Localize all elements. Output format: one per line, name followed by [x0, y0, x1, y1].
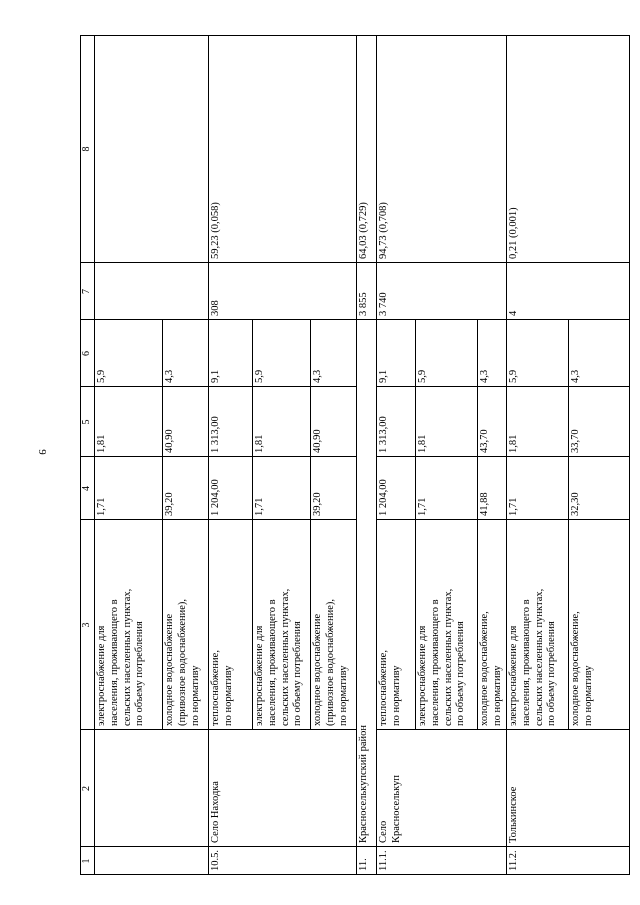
cell-r5-c3-line: по нормативу [337, 665, 349, 726]
cell-r4-c3-line: по объему потребления [292, 621, 304, 726]
cell-r6-c8: 64,03 (0,729) [358, 202, 369, 259]
cell-r6-c7: 3 855 [358, 292, 369, 316]
cell-r1-c3 [96, 522, 147, 726]
cell-r2-c3 [164, 522, 202, 726]
cell-r3-c3-line: по нормативу [222, 665, 234, 726]
cell-r4-c6: 5,9 [254, 369, 265, 383]
header-cell: 3 [81, 622, 92, 628]
cell-r1-c3-line: населения, проживающего в [108, 599, 120, 726]
cell-r10-c3-line: электроснабжение для [508, 625, 519, 726]
cell-r2-c6: 4,3 [164, 369, 175, 383]
cell-r7-c6: 9,1 [378, 369, 389, 383]
cell-r1-c3-line: электроснабжение для [96, 625, 107, 726]
cell-r10-c3-line: населения, проживающего в [520, 599, 532, 726]
cell-r4-c3-line: сельских населенных пунктах, [279, 588, 291, 726]
cell-r11-c3-line: по нормативу [582, 665, 594, 726]
cell-r2-c3-line: по нормативу [189, 665, 201, 726]
cell-r10-c4: 1,71 [508, 497, 519, 516]
cell-r5-c4: 39,20 [312, 492, 323, 516]
header-cell: 2 [81, 786, 92, 791]
cell-r8-c3-line: населения, проживающего в [429, 599, 441, 726]
cell-r9-c3-line: по нормативу [491, 665, 503, 726]
table-rule [415, 320, 416, 730]
cell-r9-c3-line: холодное водоснабжение, [479, 611, 490, 726]
cell-r8-c3-line: электроснабжение для [417, 625, 428, 726]
cell-r1-c6: 5,9 [96, 369, 107, 383]
cell-r2-c4: 39,20 [164, 492, 175, 516]
page-number: 9 [36, 449, 48, 455]
cell-r8-c5: 1,81 [417, 434, 428, 453]
cell-r8-c4: 1,71 [417, 497, 428, 516]
cell-r4-c3 [254, 522, 305, 726]
cell-r5-c6: 4,3 [312, 369, 323, 383]
cell-r9-c5: 43,70 [479, 429, 490, 453]
cell-r1-c4: 1,71 [96, 497, 107, 516]
cell-r7-c3-line: по нормативу [390, 665, 402, 726]
table-rule [208, 35, 209, 875]
cell-r5-c3-line: холодное водоснабжение [312, 613, 323, 726]
cell-r8-c3-line: сельских населенных пунктах, [442, 588, 454, 726]
cell-r3-c6: 9,1 [210, 369, 221, 383]
cell-r7-c2-line: Село [378, 820, 389, 843]
header-cell: 6 [81, 351, 92, 356]
cell-r6-c2: Красноселькупский район [358, 724, 369, 843]
header-cell: 1 [81, 858, 92, 864]
table-rule [80, 874, 630, 875]
cell-r2-c3-line: холодное водоснабжение [164, 613, 175, 726]
cell-r5-c3-line: (привозное водоснабжение), [324, 598, 336, 726]
cell-r1-c5: 1,81 [96, 434, 107, 453]
cell-r3-c8: 59,23 (0,058) [210, 202, 221, 259]
cell-r5-c3 [312, 522, 350, 726]
cell-r10-c3-line: по объему потребления [546, 621, 558, 726]
cell-r10-c5: 1,81 [508, 434, 519, 453]
tariff-table-body [80, 35, 630, 875]
cell-r3-c3 [210, 522, 236, 726]
table-rule [252, 320, 253, 730]
table-rule [376, 35, 377, 875]
cell-r3-c1: 10.5. [210, 850, 221, 871]
cell-r1-c3-line: сельских населенных пунктах, [121, 588, 133, 726]
cell-r8-c3 [417, 522, 468, 726]
cell-r10-c6: 5,9 [508, 369, 519, 383]
table-rule [94, 35, 95, 875]
table-rule [629, 35, 630, 875]
cell-r5-c5: 40,90 [312, 429, 323, 453]
cell-r3-c3-line: теплоснабжение, [210, 650, 221, 726]
cell-r4-c5: 1,81 [254, 434, 265, 453]
header-cell: 8 [81, 146, 92, 152]
cell-r6-c1: 11. [358, 858, 369, 871]
cell-r9-c3 [479, 522, 505, 726]
cell-r2-c3-line: (привозное водоснабжение), [176, 598, 188, 726]
table-rule [568, 320, 569, 730]
cell-r3-c5: 1 313,00 [210, 416, 221, 453]
cell-r9-c4: 41,88 [479, 492, 490, 516]
cell-r9-c6: 4,3 [479, 369, 490, 383]
cell-r11-c5: 33,70 [570, 429, 581, 453]
table-rule [80, 846, 630, 847]
cell-r10-c8: 0,21 (0,001) [508, 207, 519, 259]
cell-r1-c3-line: по объему потребления [134, 621, 146, 726]
cell-r7-c2-line: Красноселькуп [390, 774, 402, 843]
cell-r10-c7: 4 [508, 310, 519, 316]
cell-r7-c4: 1 204,00 [378, 479, 389, 516]
cell-r7-c2 [378, 732, 404, 843]
header-cell: 5 [81, 419, 92, 425]
cell-r4-c3-line: населения, проживающего в [266, 599, 278, 726]
table-rule [506, 35, 507, 875]
table-rule [162, 320, 163, 730]
header-cell: 4 [81, 486, 92, 491]
table-rule [310, 320, 311, 730]
cell-r10-c3 [508, 522, 559, 726]
table-rule [80, 35, 630, 36]
cell-r7-c3-line: теплоснабжение, [378, 650, 389, 726]
cell-r11-c3 [570, 522, 596, 726]
header-cell: 7 [81, 289, 92, 294]
cell-r3-c2: Село Находка [210, 781, 221, 843]
cell-r8-c3-line: по объему потребления [455, 621, 467, 726]
cell-r2-c5: 40,90 [164, 429, 175, 453]
cell-r7-c1: 11.1. [378, 850, 389, 871]
cell-r7-c7: 3 740 [378, 292, 389, 316]
cell-r8-c6: 5,9 [417, 369, 428, 383]
table-rule [477, 320, 478, 730]
cell-r3-c4: 1 204,00 [210, 479, 221, 516]
cell-r11-c4: 32,30 [570, 492, 581, 516]
cell-r3-c7: 308 [210, 300, 221, 316]
cell-r10-c1: 11.2. [508, 850, 519, 871]
cell-r4-c3-line: электроснабжение для [254, 625, 265, 726]
cell-r11-c6: 4,3 [570, 369, 581, 383]
table-rule [80, 262, 630, 263]
cell-r10-c2: Толькинское [508, 786, 519, 843]
cell-r7-c3 [378, 522, 404, 726]
cell-r7-c8: 94,73 (0,708) [378, 202, 389, 259]
tariff-table [80, 35, 630, 875]
cell-r7-c5: 1 313,00 [378, 416, 389, 453]
cell-r4-c4: 1,71 [254, 497, 265, 516]
cell-r10-c3-line: сельских населенных пунктах, [533, 588, 545, 726]
cell-r11-c3-line: холодное водоснабжение, [570, 611, 581, 726]
